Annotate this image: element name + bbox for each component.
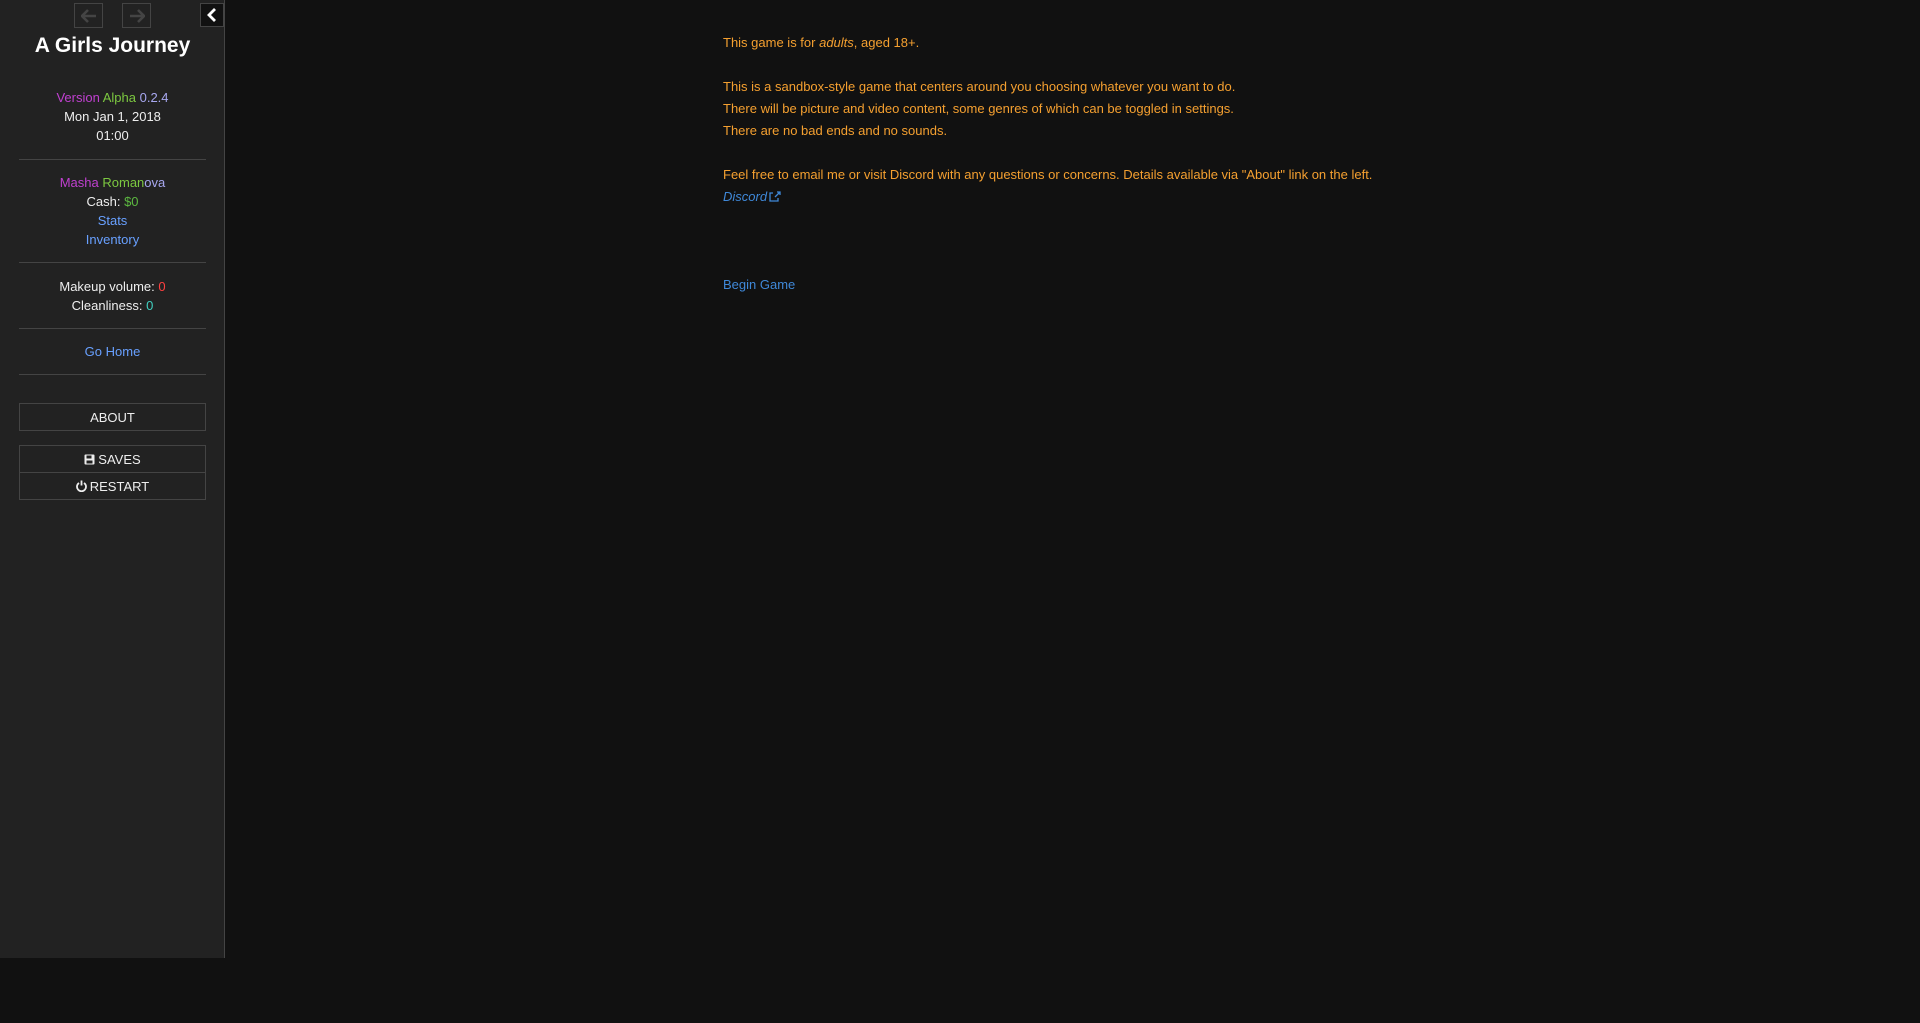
divider [19,159,206,160]
about-label: ABOUT [90,409,135,425]
cleanliness-label: Cleanliness: [71,298,143,313]
description-line-1: This is a sandbox-style game that centers around you choosing whatever you want to do. [723,79,1236,94]
restart-button[interactable] [19,472,206,500]
discord-link[interactable]: Discord [723,189,781,204]
history-back-button[interactable] [74,3,103,28]
sidebar [0,0,225,958]
stats-link[interactable]: Stats [97,213,128,228]
game-time: 01:00 [96,128,129,143]
description-line-3: There are no bad ends and no sounds. [723,123,948,138]
last-name-b: ova [144,175,166,190]
cash-label: Cash: [86,194,121,209]
about-button[interactable] [19,403,206,431]
description-line-2: There will be picture and video content, some genres of which can be toggled in settings. [723,101,1234,116]
restart-label: RESTART [89,478,150,494]
divider [19,328,206,329]
makeup-line [0,277,225,296]
inventory-link[interactable]: Inventory [85,232,140,247]
floppy-disk-icon [84,454,95,465]
chevron-left-icon [207,8,217,22]
saves-label: SAVES [98,451,141,467]
cash-value: $0 [124,194,139,209]
adults-emphasis: adults [819,35,854,50]
game-date: Mon Jan 1, 2018 [64,109,161,124]
version-stage: Alpha [102,90,136,105]
cash-line [0,192,225,211]
sidebar-toggle-button[interactable] [200,3,224,27]
makeup-value: 0 [158,279,166,294]
external-link-icon [769,191,781,202]
character-name [0,173,225,192]
version-word: Version [56,90,100,105]
power-icon [76,480,87,492]
age-notice: This game is for adults, aged 18+. [723,35,920,50]
version-line [0,88,225,107]
arrow-right-icon [129,9,145,23]
go-home-link[interactable]: Go Home [84,344,141,359]
last-name-a: Roman [102,175,145,190]
history-forward-button[interactable] [122,3,151,28]
divider [19,262,206,263]
contact-line: Feel free to email me or visit Discord with any questions or concerns. Details available via "About" link on the left. [723,167,1373,182]
passage [723,32,1523,296]
makeup-label: Makeup volume: [59,279,155,294]
divider [19,374,206,375]
first-name: Masha [59,175,99,190]
begin-game-link[interactable]: Begin Game [723,277,796,292]
version-number: 0.2.4 [139,90,169,105]
saves-button[interactable] [19,445,206,473]
cleanliness-line [0,296,225,315]
story-title: A Girls Journey [34,34,191,57]
cleanliness-value: 0 [146,298,154,313]
arrow-left-icon [81,9,97,23]
